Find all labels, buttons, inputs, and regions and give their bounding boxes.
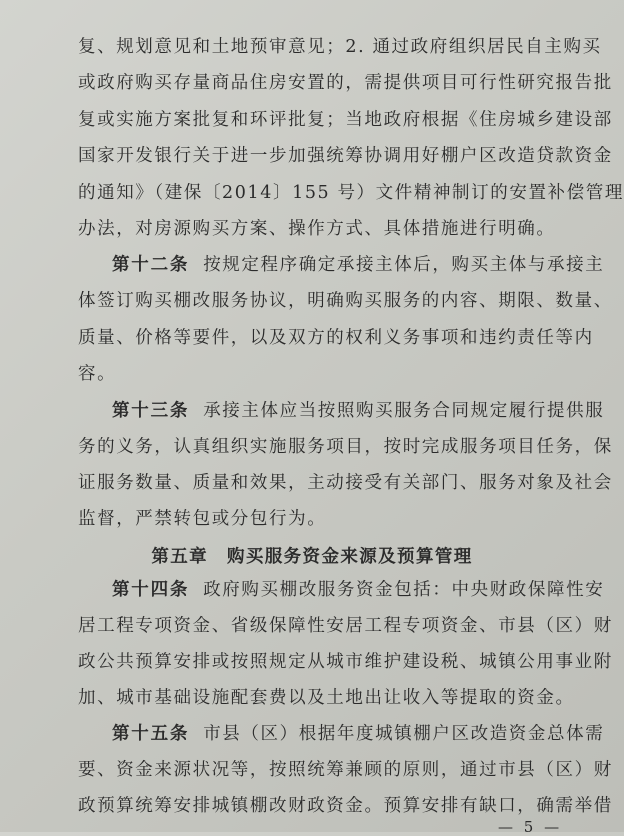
article-15-number: 第十五条 [112,724,190,744]
article-12-first-line [112,254,624,276]
text-line: 容。 [78,364,117,384]
article-12-number: 第十二条 [112,255,190,275]
text-line: 按规定程序确定承接主体后，购买主体与承接主 [203,255,605,275]
text-line: 承接主体应当按照购买服务合同规定履行提供服 [203,401,605,421]
text-line: 加、城市基础设施配套费以及土地出让收入等提取的资金。 [78,688,575,708]
text-line: 质量、价格等要件，以及双方的权利义务事项和违约责任等内 [78,328,594,348]
article-14-number: 第十四条 [112,580,190,600]
text-line: 办法，对房源购买方案、操作方式、具体措施进行明确。 [78,219,556,239]
text-line: 复或实施方案批复和环评批复；当地政府根据《住房城乡建设部 [78,110,613,130]
article-13-first-line [112,400,624,422]
text-line: 政公共预算安排或按照规定从城市维护建设税、城镇公用事业附 [78,652,613,672]
article-15-first-line [112,723,624,745]
text-line: 居工程专项资金、省级保障性安居工程专项资金、市县（区）财 [78,616,613,636]
text-line: 复、规划意见和土地预审意见；2. 通过政府组织居民自主购买 [78,37,602,57]
text-line: 要、资金来源状况等，按照统筹兼顾的原则，通过市县（区）财 [78,760,613,780]
text-line: 国家开发银行关于进一步加强统筹协调用好棚户区改造贷款资金 [78,146,613,166]
article-14-first-line [112,579,624,601]
article-13-number: 第十三条 [112,401,190,421]
page-number: — 5 — [498,818,563,836]
text-line: 市县（区）根据年度城镇棚户区改造资金总体需 [203,724,605,744]
text-line: 政预算统筹安排城镇棚改财政资金。预算安排有缺口，确需举借 [78,796,613,816]
text-line: 或政府购买存量商品住房安置的，需提供项目可行性研究报告批 [78,73,613,93]
text-line: 证服务数量、质量和效果，主动接受有关部门、服务对象及社会 [78,473,613,493]
text-line: 的通知》（建保〔2014〕155 号）文件精神制订的安置补偿管理 [78,183,624,203]
chapter-heading: 第五章 购买服务资金来源及预算管理 [151,547,473,567]
text-line: 政府购买棚改服务资金包括：中央财政保障性安 [203,580,605,600]
text-line: 监督，严禁转包或分包行为。 [78,509,327,529]
text-line: 体签订购买棚改服务协议，明确购买服务的内容、期限、数量、 [78,291,613,311]
text-line: 务的义务，认真组织实施服务项目，按时完成服务项目任务，保 [78,437,613,457]
